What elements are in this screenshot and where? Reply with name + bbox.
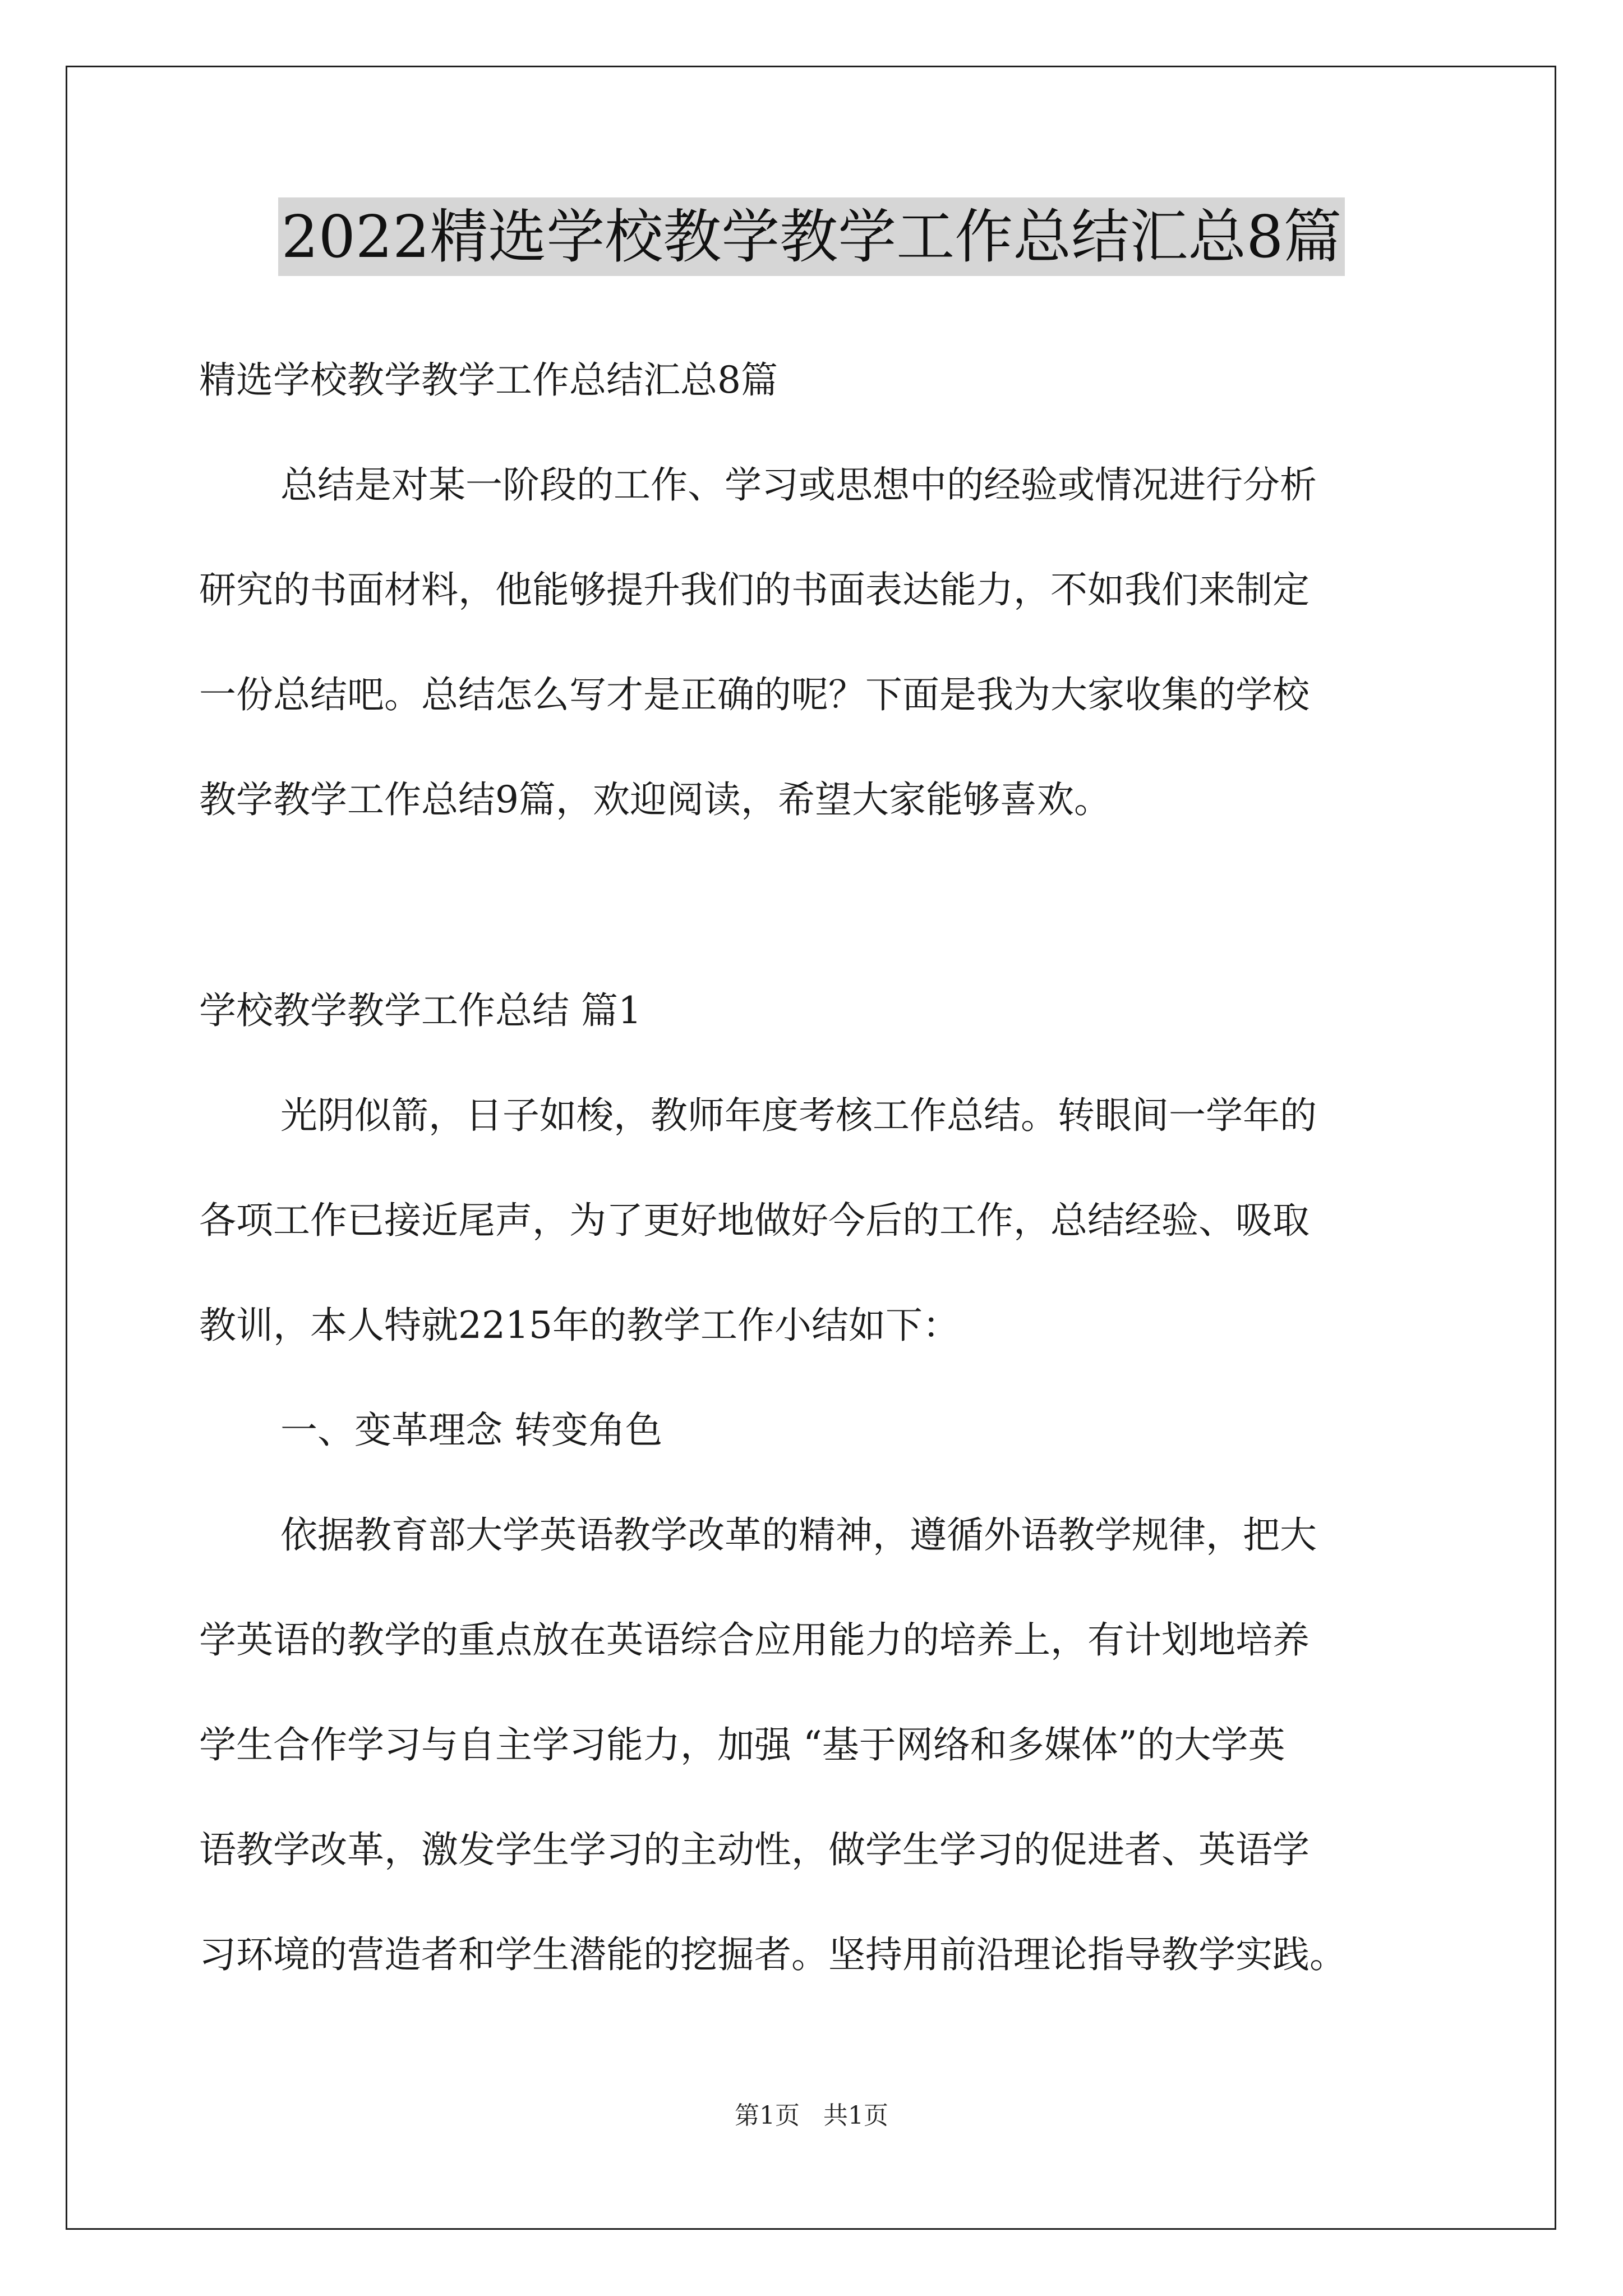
intro-line-2: 研究的书面材料，他能够提升我们的书面表达能力，不如我们来制定 [199, 568, 1310, 611]
intro-line-3: 一份总结吧。总结怎么写才是正确的呢？下面是我为大家收集的学校 [199, 673, 1310, 716]
para1-line-2: 各项工作已接近尾声，为了更好地做好今后的工作，总结经验、吸取 [199, 1199, 1310, 1242]
document-subtitle: 精选学校教学教学工作总结汇总8篇 [199, 358, 778, 402]
intro-line-4: 教学教学工作总结9篇，欢迎阅读，希望大家能够喜欢。 [199, 778, 1111, 821]
intro-line-1: 总结是对某一阶段的工作、学习或思想中的经验或情况进行分析 [280, 463, 1317, 507]
para2-line-2: 学英语的教学的重点放在英语综合应用能力的培养上，有计划地培养 [199, 1618, 1310, 1662]
document-title: 2022精选学校教学教学工作总结汇总8篇 [278, 197, 1345, 276]
para2-line-5: 习环境的营造者和学生潜能的挖掘者。坚持用前沿理论指导教学实践。 [199, 1933, 1347, 1976]
para1-line-3: 教训，本人特就2215年的教学工作小结如下： [199, 1304, 960, 1347]
para2-line-1: 依据教育部大学英语教学改革的精神，遵循外语教学规律，把大 [280, 1513, 1317, 1557]
section-heading: 学校教学教学工作总结 篇1 [199, 989, 642, 1032]
para2-line-4: 语教学改革，激发学生学习的主动性，做学生学习的促进者、英语学 [199, 1828, 1310, 1871]
para1-line-1: 光阴似箭，日子如梭，教师年度考核工作总结。转眼间一学年的 [280, 1094, 1317, 1137]
subheading: 一、变革理念 转变角色 [280, 1409, 662, 1452]
para2-line-3: 学生合作学习与自主学习能力，加强 “基于网络和多媒体”的大学英 [199, 1723, 1285, 1766]
title-container [0, 197, 1623, 276]
page-footer: 第1页 共1页 [735, 2101, 888, 2130]
